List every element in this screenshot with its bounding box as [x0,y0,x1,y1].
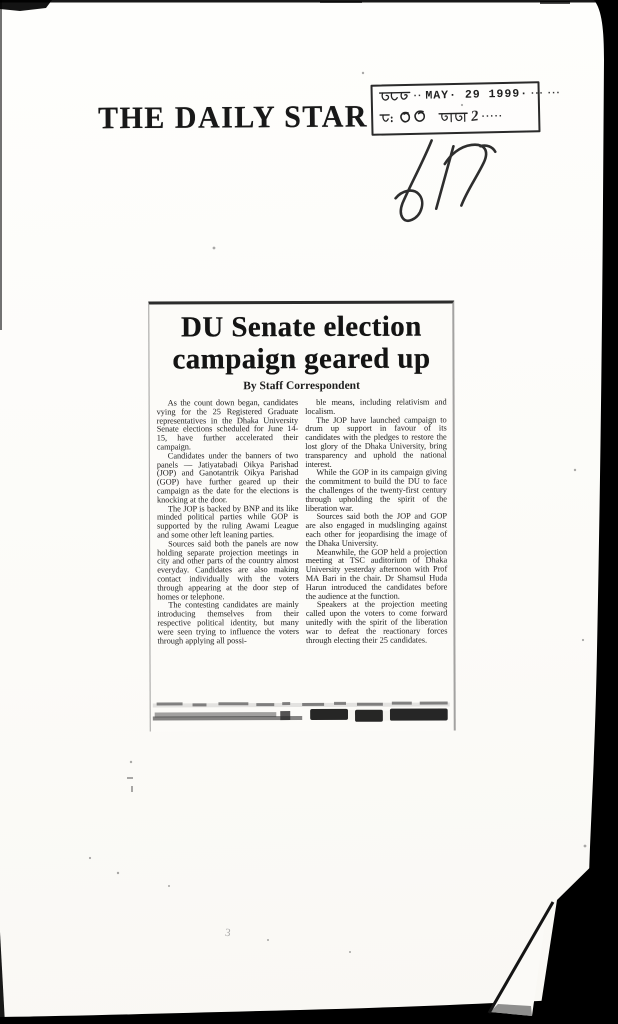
headline-line-1: DU Senate election [180,310,422,344]
article-byline: By Staff Correspondent [243,379,360,393]
smudge-band [153,699,452,726]
stamp-column-dots: ····· [481,110,504,122]
article-column-right [305,398,447,645]
folded-corner [538,840,618,1024]
article-body [157,398,448,645]
scan-edge-top [0,0,618,3]
bengali-page-label [379,112,394,125]
article-paragraph: The contesting candidates are mainly introducing themselves from their respective political identity, but many were seen trying to influence the voters through applying all possi- [157,600,299,646]
article-paragraph: Sources said both the panels are now holding separate projection meetings in city and other parts of the country almost everyday. Candidates are also making contact individually with the voters through appearing at the door step of homes or telephone. [157,538,299,602]
handwritten-column-number: 2 [470,107,480,125]
article-paragraph: Meanwhile, the GOP held a projection meeting at TSC auditorium of Dhaka University yesterday afternoon with Prof MA Bari in the chair. Dr Shamsul Huda Harun introduced the candidates before the audience at the function. [305,547,448,601]
article-paragraph: As the count down began, candidates vying for the 25 Registered Graduate representatives in the Dhaka University Senate elections scheduled for June 14-15, have further accelerated their campaign. [156,398,299,452]
scan-edge-right [589,0,618,1024]
article-column-left [157,399,299,646]
article-paragraph: The JOP is backed by BNP and its like minded political parties while GOP is supported by the ruling Awami League and some other left leaning parties. [156,503,299,540]
stamp-date-line [379,87,561,103]
handwritten-number-517 [384,131,506,243]
bengali-column-label [438,110,468,124]
stamp-page-line [379,106,533,127]
article-paragraph: ble means, including relativism and localism. [305,397,447,416]
article-paragraph: The JOP have launched campaign to drum up support in favour of its candidates with the pledges to restore the lost glory of the Dhaka University, bring transparency and uphold the national interest. [305,415,447,469]
smudge-texture [153,699,452,726]
headline-line-2: campaign geared up [172,342,431,376]
page-number-mark: 3 [224,926,232,940]
article-paragraph: Candidates under the banners of two panels — Jatiyatabadi Oikya Parishad (JOP) and Ganotantrik Oikya Parishad (GOP) have further geared up their campaign as the date for the elections is knocking at the door. [156,450,299,505]
stamp-dots-prefix: ·· [413,90,423,102]
article-headline [156,310,446,375]
article-paragraph: While the GOP in its campaign giving the commitment to build the DU to face the challenges of the twenty-first century through upholding the spirit of the liberation war. [305,467,447,513]
newspaper-masthead: THE DAILY STAR [97,99,369,136]
bengali-date-label [379,90,411,104]
fold-crease-line [489,902,553,1013]
scan-edge-bottom [0,997,618,1024]
article-paragraph: Speakers at the projection meeting called upon the voters to come forward unitedly with the spirit of the liberation war to defeat the reactionary forces through electing their 25 candidates. [305,599,448,645]
stamp-dots-suffix: ··· ··· [530,87,561,100]
news-clipping [148,300,455,731]
library-date-stamp [370,81,561,136]
article-paragraph: Sources said both the JOP and GOP are also engaged in mudslinging against each other for jeopardising the image of the Dhaka University. [305,511,448,548]
handwritten-page-number [397,109,427,128]
stamp-date-value: MAY· 29 1999· [425,87,529,103]
scan-edge-left [0,0,2,330]
